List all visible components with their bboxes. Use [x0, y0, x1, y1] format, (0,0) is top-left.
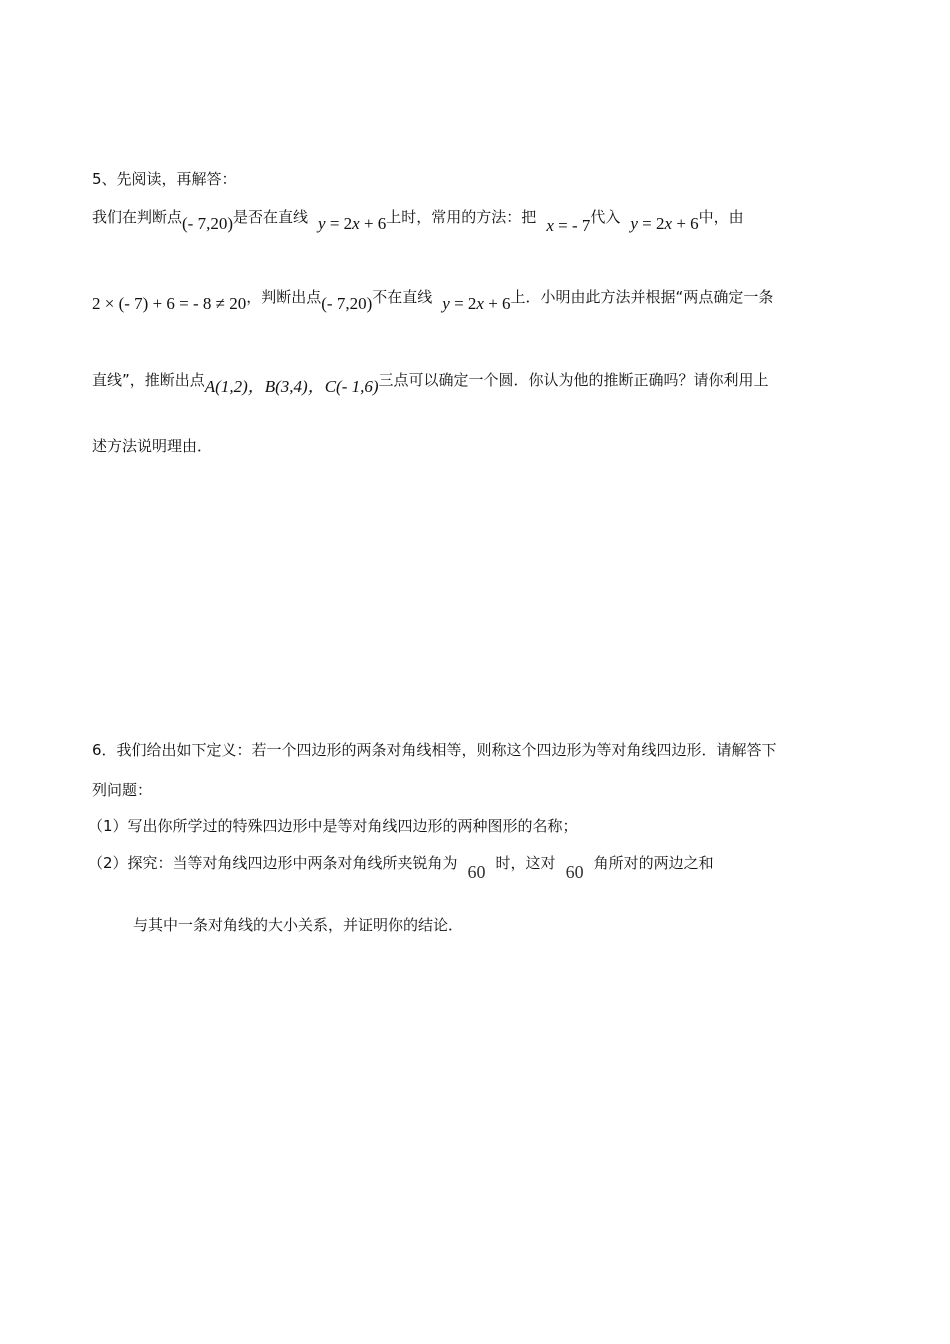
- angle-value: 60: [467, 862, 486, 882]
- text: 三点可以确定一个圆．你认为他的推断正确吗？请你利用上: [378, 371, 769, 389]
- q5-heading: 5、先阅读，再解答：: [92, 170, 237, 188]
- q5-line-2: [92, 287, 774, 313]
- q5-line-4: 述方法说明理由．: [92, 437, 213, 455]
- calculation-expression: 2 × (- 7) + 6 = - 8 ≠ 20: [92, 294, 247, 313]
- text: 是否在直线: [233, 208, 309, 226]
- text: 代入: [590, 208, 621, 226]
- line-equation: y = 2x + 6: [318, 214, 387, 233]
- line-equation: y = 2x + 6: [442, 294, 511, 313]
- text: 上．小明由此方法并根据“两点确定一条: [510, 288, 774, 306]
- q5-line-3: [92, 370, 769, 396]
- point-expression: (- 7,20): [182, 214, 233, 233]
- text: 角所对的两边之和: [593, 854, 714, 872]
- text: 我们在判断点: [92, 208, 183, 226]
- q6-part-1: （1）写出你所学过的特殊四边形中是等对角线四边形的两种图形的名称；: [88, 817, 578, 835]
- point-expression: (- 7,20): [321, 294, 373, 313]
- q6-part-2: [88, 852, 714, 882]
- text: 不在直线: [372, 288, 433, 306]
- q5-line-1: [92, 207, 744, 235]
- angle-value: 60: [565, 862, 584, 882]
- text: ，判断出点: [246, 288, 322, 306]
- substitution-expression: x = - 7: [546, 216, 591, 235]
- text: 直线”，推断出点: [92, 371, 205, 389]
- text: 时，这对: [495, 854, 556, 872]
- text: 中，由: [698, 208, 744, 226]
- q6-line-1: 6．我们给出如下定义：若一个四边形的两条对角线相等，则称这个四边形为等对角线四边形．请解答下: [92, 741, 777, 759]
- q6-part-2-continued: 与其中一条对角线的大小关系，并证明你的结论．: [133, 916, 464, 934]
- text: 上时，常用的方法：把: [386, 208, 537, 226]
- q6-line-2: 列问题：: [92, 781, 153, 799]
- text: （2）探究：当等对角线四边形中两条对角线所夹锐角为: [88, 854, 458, 872]
- points-expression: A(1,2)，B(3,4)，C(- 1,6): [204, 377, 379, 396]
- line-equation: y = 2x + 6: [630, 214, 699, 233]
